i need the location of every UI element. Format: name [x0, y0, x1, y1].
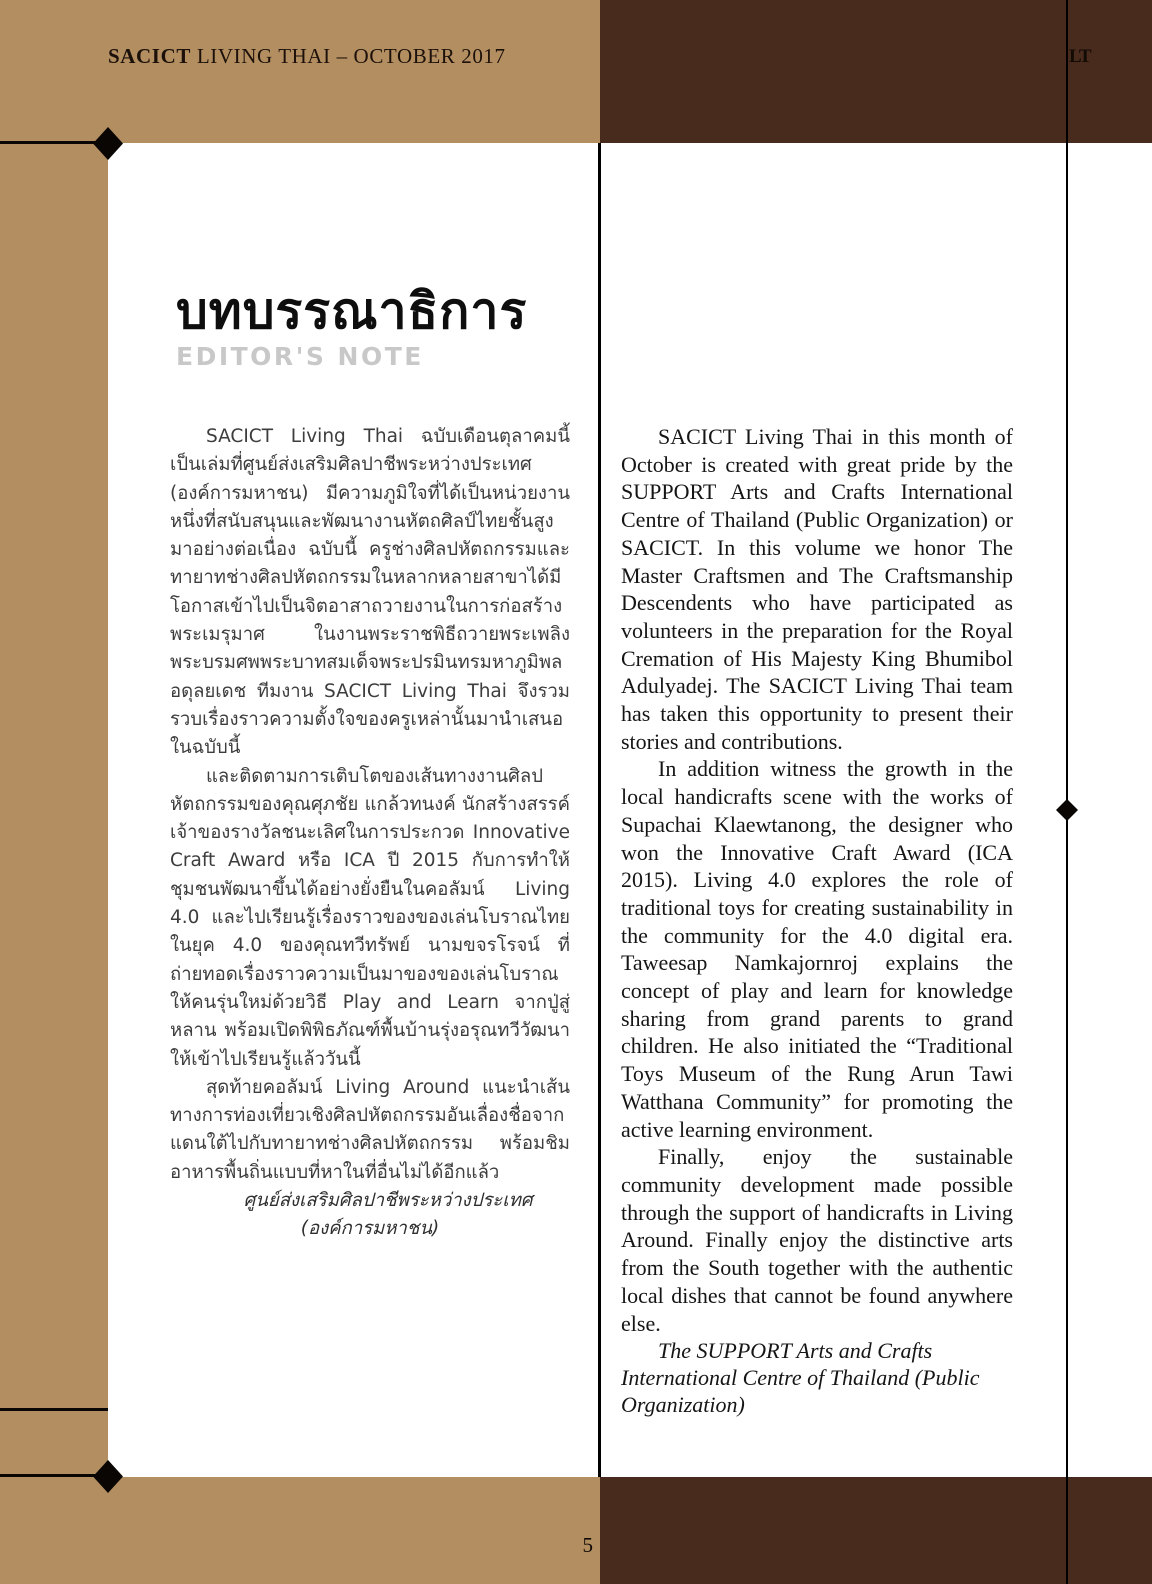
thai-signature: ศูนย์ส่งเสริมศิลปาชีพระหว่างประเทศ (องค์การมหาชน) — [243, 1190, 533, 1240]
english-paragraph-1: SACICT Living Thai in this month of October is created with great pride by the SUPPORT Arts and Crafts International Centre of Thailand (Public Organization) or SACICT. In this volume we honor The Master Craftsmen and The Craftsmanship Descendents who have participated as volunteers in the preparation for the Royal Cremation of His Majesty King Bhumibol Adulyadej. The SACICT Living Thai team has taken this opportunity to present their stories and contributions. — [621, 424, 1013, 754]
english-text-column — [621, 423, 1013, 1418]
ornament-line-top — [0, 141, 96, 144]
header-band-brown — [600, 0, 1152, 143]
page-title-english: EDITOR'S NOTE — [176, 341, 424, 371]
thai-paragraph-1: SACICT Living Thai ฉบับเดือนตุลาคมนี้ เป็นเล่มที่ศูนย์ส่งเสริมศิลปาชีพระหว่างประเทศ (องค์การมหาชน) มีความภูมิใจที่ได้เป็นหน่วยงานหนึ่งที่สนับสนุนและพัฒนางานหัตถศิลป์ไทยชั้นสูงมาอย่างต่อเนื่อง ฉบับนี้ ครูช่างศิลปหัตถกรรมและทายาทช่างศิลปหัตถกรรมในหลากหลายสาขาได้มีโอกาสเข้าไปเป็นจิตอาสาถวายงานในการก่อสร้างพระเมรุมาศ ในงานพระราชพิธีถวายพระเพลิงพระบรมศพพระบาทสมเด็จพระปรมินทรมหาภูมิพลอดุลยเดช ทีมงาน SACICT Living Thai จึงรวมรวบเรื่องราวความตั้งใจของครูเหล่านั้นมานำเสนอในฉบับนี้ — [170, 426, 570, 759]
thai-paragraph-3: สุดท้ายคอลัมน์ Living Around แนะนำเส้นทางการท่องเที่ยวเชิงศิลปหัตถกรรมอันเลื่องชื่อจากแดนใต้ไปกับทายาทช่างศิลปหัตถกรรม พร้อมชิมอาหารพื้นถิ่นแบบที่หาในที่อื่นไม่ได้อีกแล้ว — [170, 1076, 570, 1183]
english-paragraph-3: Finally, enjoy the sustainable community development made possible through the support of handicrafts in Living Around. Finally enjoy the distinctive arts from the South together with the authentic local dishes that cannot be found anywhere else. — [621, 1144, 1013, 1336]
thai-paragraph-2: และติดตามการเติบโตของเส้นทางงานศิลปหัตถกรรมของคุณศุภชัย แกล้วทนงค์ นักสร้างสรรค์เจ้าของรางวัลชนะเลิศในการประกวด Innovative Craft Award หรือ ICA ปี 2015 กับการทำให้ชุมชนพัฒนาขึ้นได้อย่างยั่งยืนในคอลัมน์ Living 4.0 และไปเรียนรู้เรื่องราวของของเล่นโบราณไทยในยุค 4.0 ของคุณทวีทรัพย์ นามขจรโรจน์ ที่ถ่ายทอดเรื่องราวความเป็นมาของของเล่นโบราณให้คนรุ่นใหม่ด้วยวิธี Play and Learn จากปู่สู่หลาน พร้อมเปิดพิพิธภัณฑ์พื้นบ้านรุ่งอรุณทวีวัฒนาให้เข้าไปเรียนรู้แล้ววันนี้ — [170, 765, 570, 1070]
page-number: 5 — [582, 1533, 593, 1557]
right-margin-line — [1066, 0, 1068, 1584]
english-paragraph-2: In addition witness the growth in the local handicrafts scene with the works of Supachai Klaewtanong, the designer who won the Innovative Craft Award (ICA 2015). Living 4.0 explores the role of traditional toys for creating sustainability in the community for the 4.0 digital era. Taweesap Namkajornroj explains the concept of play and learn for knowledge sharing from grand parents to grand children. He also initiated the “Traditional Toys Museum of the Rung Arun Tawi Watthana Community” for promoting the active learning environment. — [621, 756, 1013, 1142]
ornament-line-bottom — [0, 1474, 96, 1477]
running-header — [108, 44, 506, 69]
running-header-magazine: SACICT — [108, 44, 191, 68]
diamond-ornament-right — [1056, 799, 1078, 821]
english-signature: The SUPPORT Arts and Crafts International Centre of Thailand (Public Organization) — [621, 1338, 980, 1418]
footer-band-tan — [0, 1477, 600, 1584]
column-divider-line — [598, 143, 601, 1477]
page-title-thai: บทบรรณาธิการ — [176, 282, 528, 340]
left-margin-strip — [0, 143, 108, 1477]
footer-band-brown — [600, 1477, 1152, 1584]
header-band-tan — [0, 0, 600, 143]
ornament-line-middle — [0, 1408, 108, 1411]
title-block — [176, 283, 527, 371]
lt-logo: LT — [1069, 46, 1091, 67]
running-header-issue: LIVING THAI – OCTOBER 2017 — [190, 44, 506, 68]
thai-text-column — [170, 423, 570, 1244]
